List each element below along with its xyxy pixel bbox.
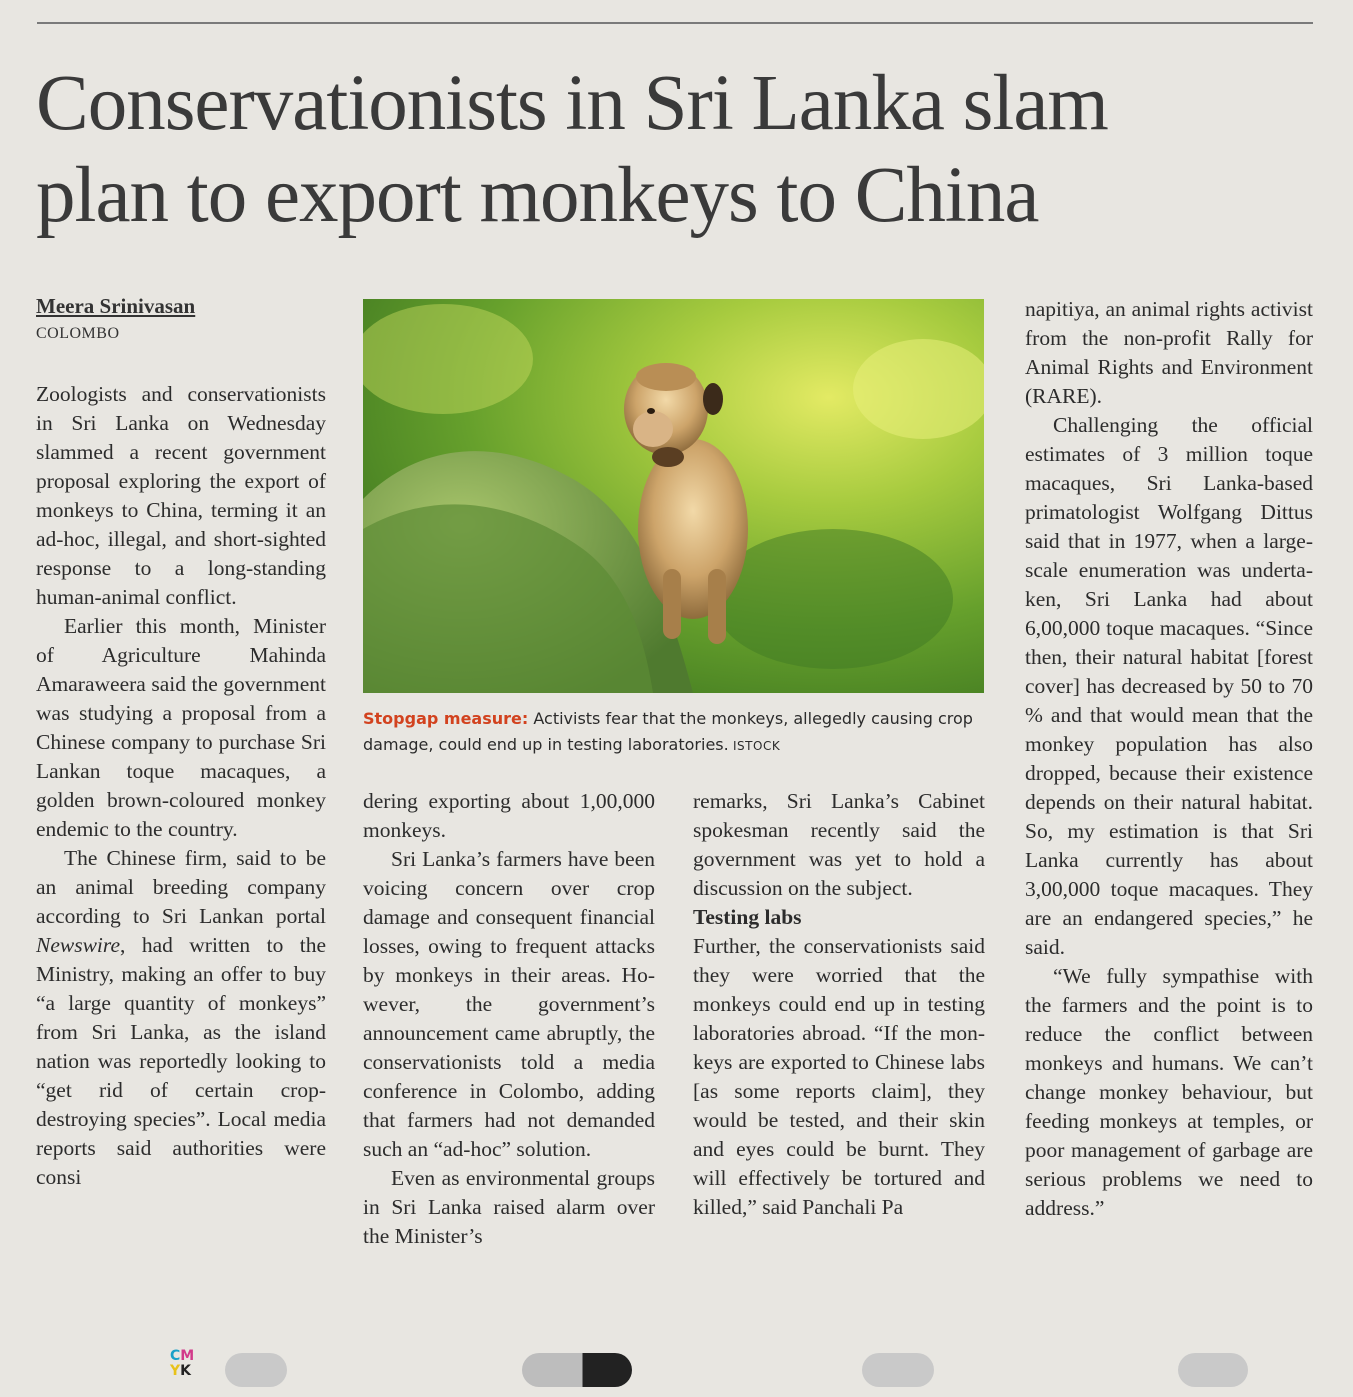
dateline: COLOMBO: [36, 325, 120, 342]
monkey-photo: [363, 299, 984, 693]
photo-caption: [363, 706, 1003, 759]
subheading: Testing labs: [693, 905, 802, 929]
article-column-3: [693, 787, 985, 1222]
registration-mark: [225, 1353, 287, 1387]
cmyk-c: C: [170, 1348, 181, 1364]
paragraph: Further, the conservationists said they were worried that the monkeys could end up in testing laboratories abroad. “If the monkeys are exported to Chinese labs [as some reports claim], they would be tested, and their skin and eyes could be burnt. They will effectively be tortured and killed,” said Panchali Pa: [693, 934, 985, 1219]
top-rule: [37, 22, 1313, 24]
cmyk-marker: [170, 1349, 194, 1379]
headline-line-1: Conservationists in Sri Lanka slam: [36, 60, 1108, 147]
paragraph: Earlier this month, Minister of Agriculture Mahinda Amaraweera said the government was studying a proposal from a Chinese company to purchase Sri Lankan toque macaques, a golden brown-coloured monkey endemic to the country.: [36, 614, 326, 841]
article-column-4: [1025, 295, 1313, 1223]
cmyk-k: K: [180, 1363, 191, 1379]
caption-label: Stopgap measure:: [363, 709, 529, 728]
paragraph: Challenging the official estimates of 3 million toque macaques, Sri Lanka-based primatologist Wolfgang Dittus said that in 1977, when a large-scale enumeration was undertaken, Sri Lanka had about 6,00,000 toque macaques. “Since then, their natural habitat [forest cover] has decreased by 50 to 70 % and that would mean that the monkey population has also dropped, because their existence depends on their natural habitat. So, my estimation is that Sri Lanka currently has about 3,00,000 toque macaques. They are an endangered species,” he said.: [1025, 413, 1313, 959]
paragraph: dering exporting about 1,00,000 monkeys.: [363, 789, 655, 842]
paragraph: napitiya, an animal rights activist from the non-profit Rally for Animal Rights and Environment (RARE).: [1025, 297, 1313, 408]
paragraph: “We fully sympathise with the farmers and the point is to reduce the conflict between monkeys and humans. We can’t change monkey behaviour, but feeding monkeys at temples, or poor management of garbage are serious problems we need to address.”: [1025, 964, 1313, 1220]
registration-mark: [1178, 1353, 1248, 1387]
article-column-2: [363, 787, 655, 1251]
headline-line-2: plan to export monkeys to China: [36, 152, 1039, 239]
photo-credit: ISTOCK: [728, 739, 781, 753]
paragraph: Zoologists and conservationists in Sri Lanka on Wednesday slammed a recent government proposal exploring the export of monkeys to China, terming it an ad-hoc, illegal, and short-sighted response to a long-standing human-animal conflict.: [36, 382, 326, 609]
paragraph: The Chinese firm, said to be an animal breeding company according to Sri Lankan portal Newswire, had written to the Ministry, making an offer to buy “a large quantity of monkeys” from Sri Lanka, as the island nation was reportedly looking to “get rid of certain crop-destroying species”. Local media reports said authorities were consi: [36, 846, 326, 1189]
headline: [36, 58, 1326, 242]
print-registration-marks: [0, 1345, 1353, 1397]
byline: [36, 294, 336, 343]
paragraph: remarks, Sri Lanka’s Cabinet spokesman recently said the government was yet to hold a discussion on the subject.: [693, 789, 985, 900]
author-name: Meera Srinivasan: [36, 294, 196, 318]
registration-mark: [522, 1353, 632, 1387]
paragraph: Sri Lanka’s farmers have been voicing concern over crop damage and consequent financial losses, owing to frequent attacks by monkeys in their areas. However, the government’s announcement came abruptly, the conservationists told a media conference in Colombo, adding that farmers had not demanded such an “ad-hoc” solution.: [363, 847, 655, 1161]
cmyk-m: M: [180, 1348, 195, 1364]
monkey-photo-icon: [363, 299, 984, 693]
paragraph: Even as environmental groups in Sri Lanka raised alarm over the Minister’s: [363, 1166, 655, 1248]
caption-text: Activists fear that the monkeys, allegedly causing crop damage, could end up in testing laboratories.: [363, 709, 973, 754]
cmyk-y: Y: [170, 1363, 181, 1379]
registration-mark: [862, 1353, 934, 1387]
article-column-1: [36, 380, 326, 1192]
publication-name: Newswire: [36, 933, 121, 957]
